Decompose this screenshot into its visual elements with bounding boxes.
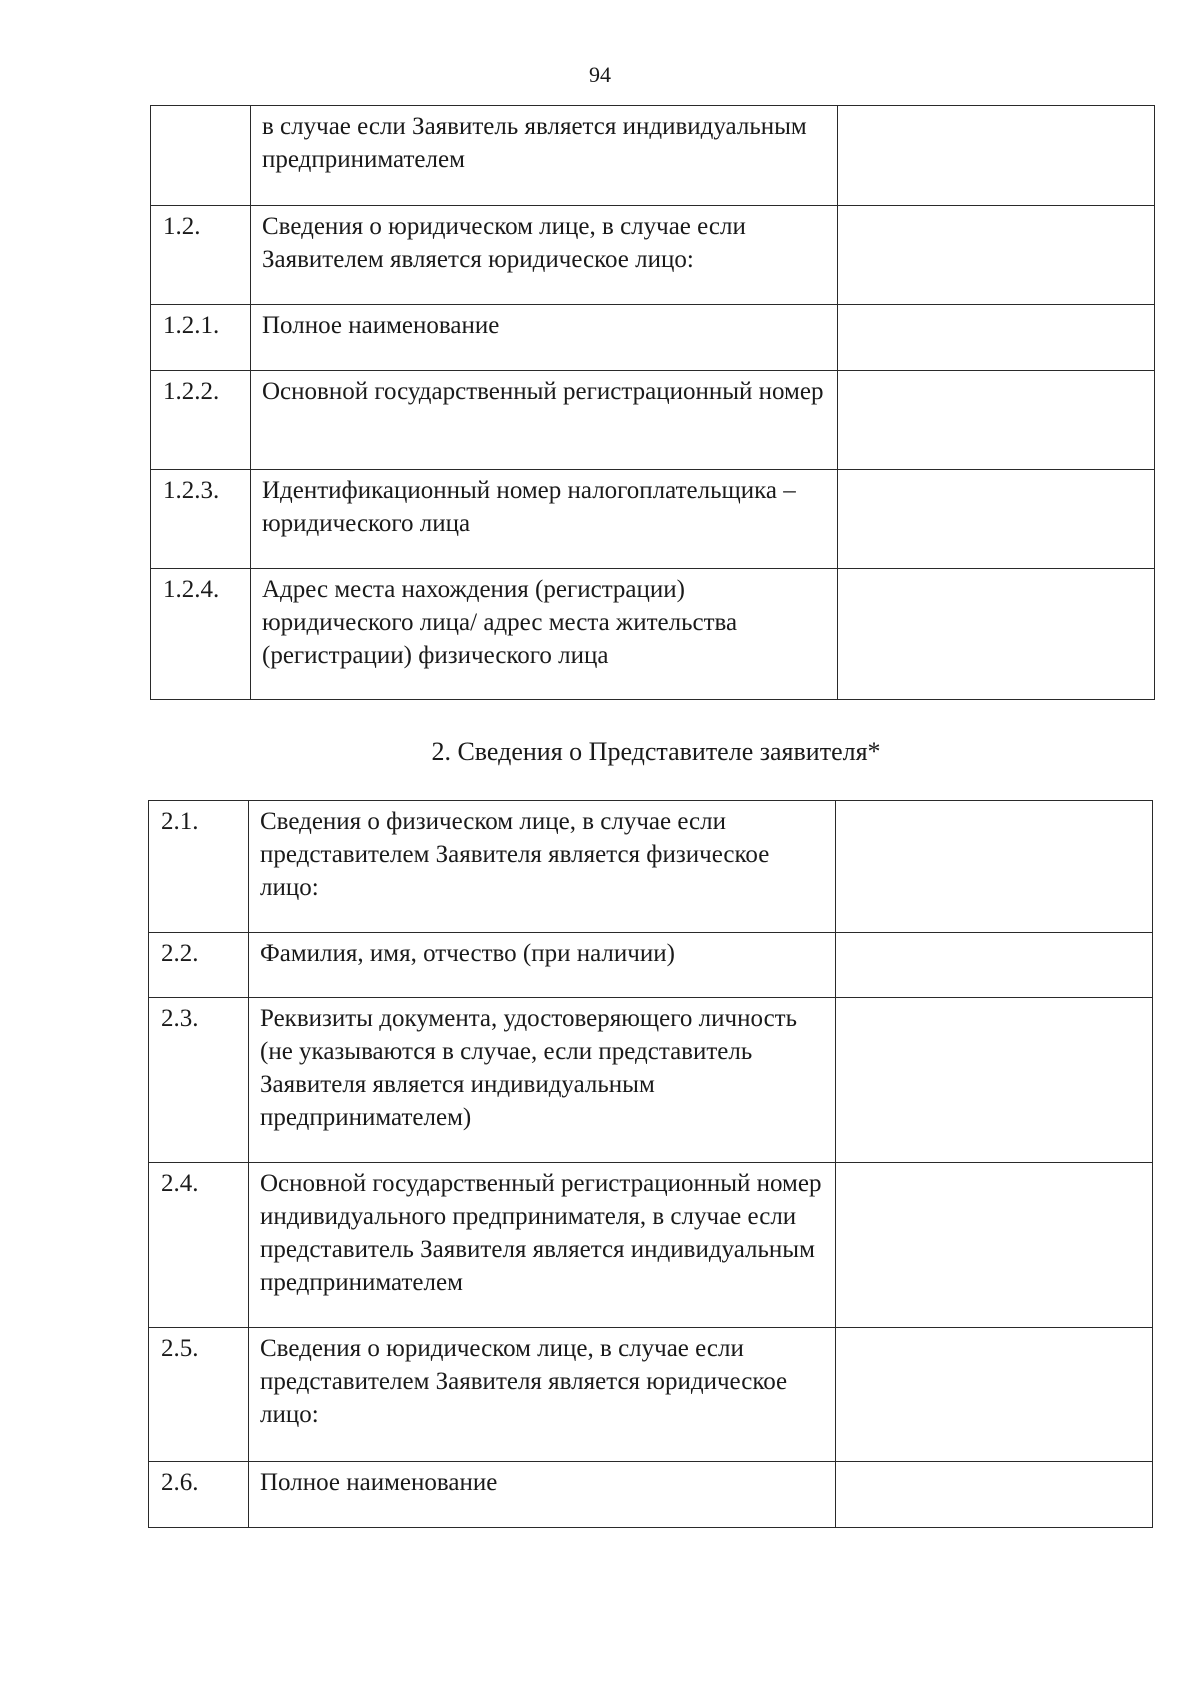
row-number: 1.2. <box>151 206 251 305</box>
row-label: Сведения о юридическом лице, в случае если Заявителем является юридическое лицо: <box>251 206 838 305</box>
row-number: 2.4. <box>149 1163 249 1328</box>
section-heading: 2. Сведения о Представителе заявителя* <box>431 737 881 766</box>
applicant-legal-entity-table <box>150 105 1155 700</box>
table-row <box>151 371 1155 470</box>
row-value-cell[interactable] <box>836 1163 1153 1328</box>
row-number: 1.2.1. <box>151 305 251 371</box>
row-value-cell[interactable] <box>838 206 1155 305</box>
row-value-cell[interactable] <box>836 998 1153 1163</box>
row-value-cell[interactable] <box>838 305 1155 371</box>
table-row <box>151 206 1155 305</box>
representative-table <box>148 800 1153 1528</box>
row-number: 2.5. <box>149 1328 249 1462</box>
row-number: 2.6. <box>149 1462 249 1528</box>
row-label: Основной государственный регистрационный номер <box>251 371 838 470</box>
row-number: 1.2.4. <box>151 569 251 700</box>
row-value-cell[interactable] <box>838 569 1155 700</box>
row-label: Адрес места нахождения (регистрации) юридического лица/ адрес места жительства (регистрации) физического лица <box>251 569 838 700</box>
row-label: Полное наименование <box>249 1462 836 1528</box>
row-number: 1.2.2. <box>151 371 251 470</box>
row-number: 2.2. <box>149 933 249 998</box>
row-number: 2.3. <box>149 998 249 1163</box>
table-row <box>151 305 1155 371</box>
table-row <box>149 933 1153 998</box>
table-row <box>149 998 1153 1163</box>
row-label: Полное наименование <box>251 305 838 371</box>
table-row <box>151 569 1155 700</box>
table-row <box>149 1462 1153 1528</box>
row-label: Сведения о юридическом лице, в случае если представителем Заявителя является юридическое лицо: <box>249 1328 836 1462</box>
row-number <box>151 106 251 206</box>
row-value-cell[interactable] <box>838 470 1155 569</box>
row-value-cell[interactable] <box>836 1328 1153 1462</box>
row-number: 2.1. <box>149 801 249 933</box>
row-value-cell[interactable] <box>838 371 1155 470</box>
row-label: Основной государственный регистрационный номер индивидуального предпринимателя, в случае если представитель Заявителя является индивидуальным предпринимателем <box>249 1163 836 1328</box>
row-label: Реквизиты документа, удостоверяющего личность (не указываются в случае, если представитель Заявителя является индивидуальным предпринимателем) <box>249 998 836 1163</box>
row-value-cell[interactable] <box>836 801 1153 933</box>
row-label: Фамилия, имя, отчество (при наличии) <box>249 933 836 998</box>
table-row <box>151 470 1155 569</box>
row-label: Сведения о физическом лице, в случае если представителем Заявителя является физическое лицо: <box>249 801 836 933</box>
table-row <box>149 1328 1153 1462</box>
table-row <box>149 1163 1153 1328</box>
row-value-cell[interactable] <box>838 106 1155 206</box>
row-value-cell[interactable] <box>836 1462 1153 1528</box>
table-row <box>149 801 1153 933</box>
row-number: 1.2.3. <box>151 470 251 569</box>
table-row <box>151 106 1155 206</box>
row-value-cell[interactable] <box>836 933 1153 998</box>
row-label: Идентификационный номер налогоплательщика – юридического лица <box>251 470 838 569</box>
page-number: 94 <box>589 62 611 87</box>
row-label: в случае если Заявитель является индивидуальным предпринимателем <box>251 106 838 206</box>
